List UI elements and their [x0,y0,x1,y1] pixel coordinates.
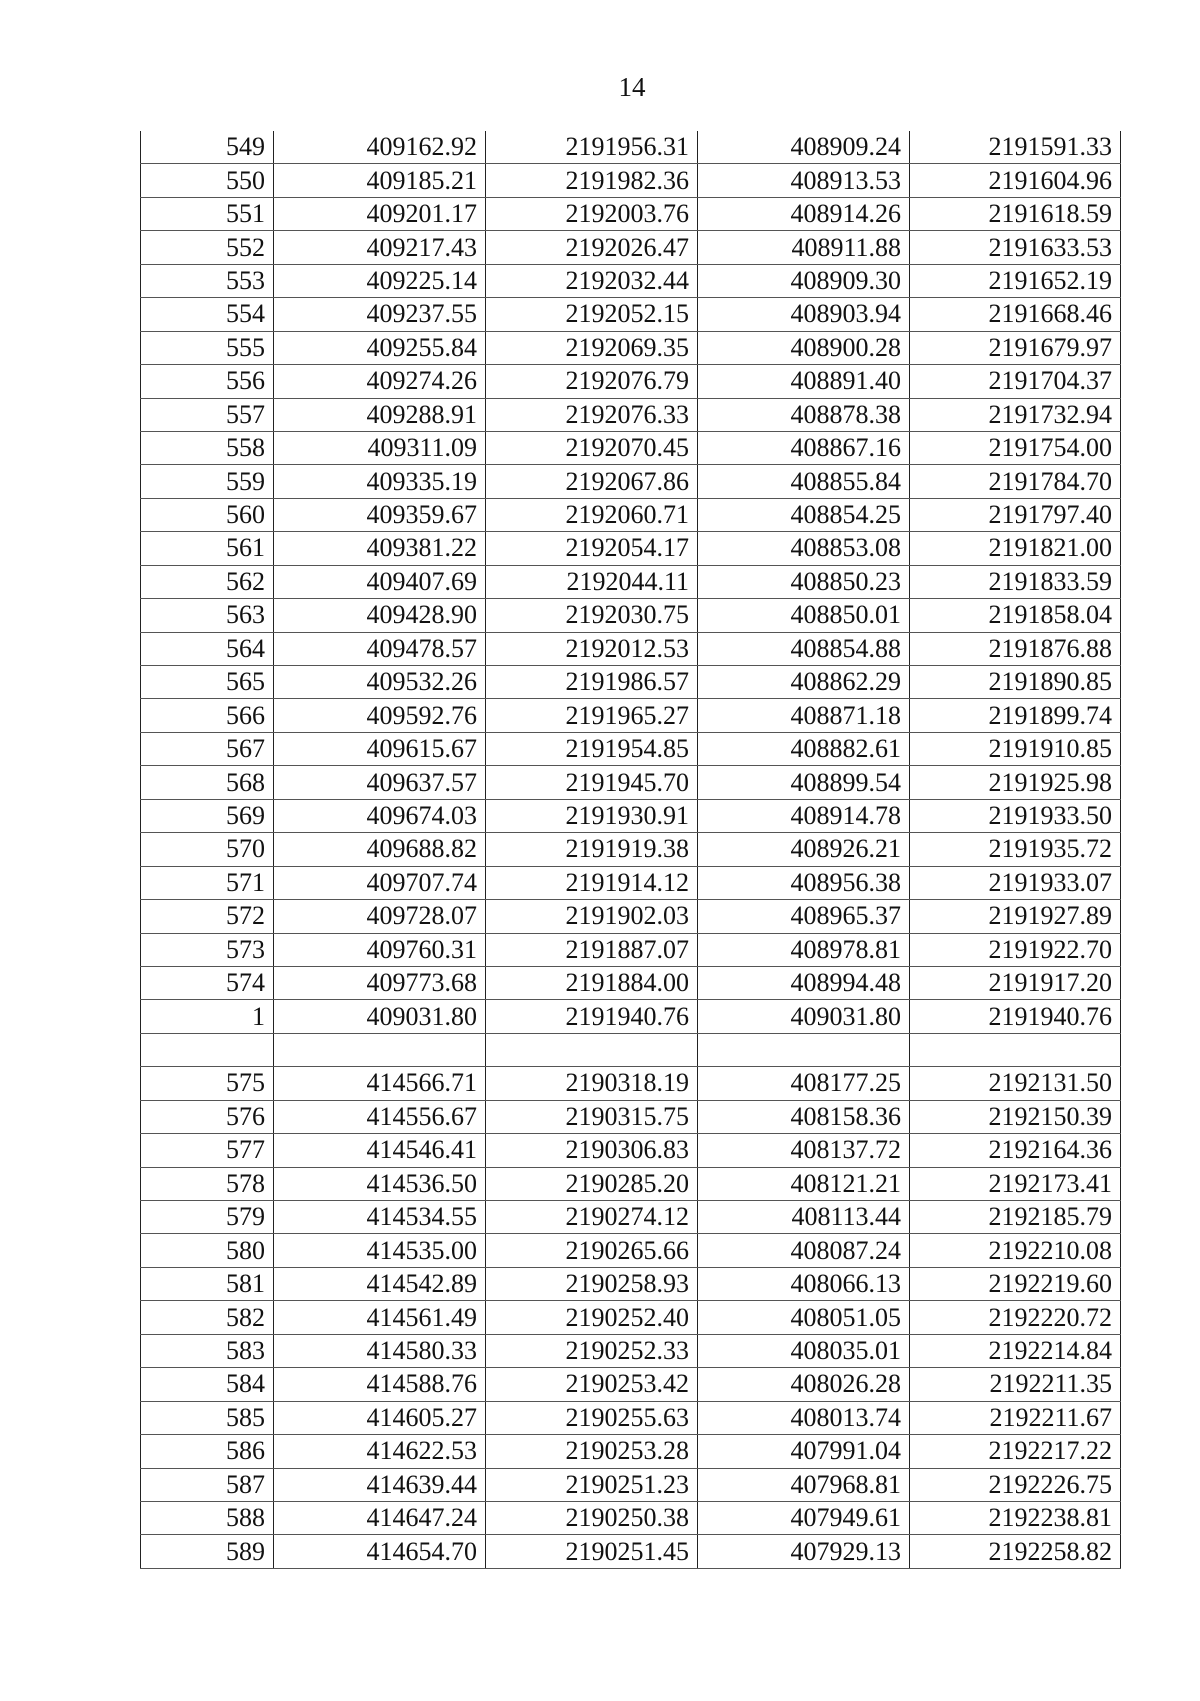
table-row [141,1201,1121,1234]
table-row [141,1267,1121,1300]
coord-y2-cell: 2191821.00 [910,532,1121,565]
coord-y-cell: 2190285.20 [486,1167,698,1200]
coord-y-cell: 2192044.11 [486,565,698,598]
coord-y-cell: 2190274.12 [486,1201,698,1234]
coord-x-cell: 409381.22 [274,532,486,565]
point-number-cell: 559 [141,465,274,498]
point-number-cell: 579 [141,1201,274,1234]
table-row [141,532,1121,565]
coord-y2-cell [910,1033,1121,1066]
coord-y-cell: 2192076.79 [486,365,698,398]
coord-x2-cell: 407991.04 [698,1435,910,1468]
coord-x2-cell [698,1033,910,1066]
coord-x-cell: 414647.24 [274,1501,486,1534]
coord-y2-cell: 2192211.67 [910,1401,1121,1434]
coord-x2-cell: 408137.72 [698,1134,910,1167]
coord-x-cell: 414546.41 [274,1134,486,1167]
coord-x2-cell: 408926.21 [698,833,910,866]
coord-x-cell: 409707.74 [274,866,486,899]
table-row [141,966,1121,999]
coord-y-cell: 2190251.23 [486,1468,698,1501]
point-number-cell: 557 [141,398,274,431]
coord-y-cell: 2190315.75 [486,1100,698,1133]
coord-y-cell: 2191902.03 [486,900,698,933]
table-row [141,1368,1121,1401]
coord-y-cell: 2192030.75 [486,599,698,632]
coord-x-cell [274,1033,486,1066]
table-row [141,131,1121,164]
coord-y-cell: 2191914.12 [486,866,698,899]
point-number-cell: 569 [141,799,274,832]
coord-y-cell: 2190265.66 [486,1234,698,1267]
coord-y2-cell: 2192220.72 [910,1301,1121,1334]
coord-y2-cell: 2191940.76 [910,1000,1121,1033]
coord-y2-cell: 2191922.70 [910,933,1121,966]
coord-x2-cell: 408911.88 [698,231,910,264]
point-number-cell: 566 [141,699,274,732]
coord-x-cell: 409288.91 [274,398,486,431]
coord-y-cell: 2191956.31 [486,131,698,164]
coord-x2-cell: 408862.29 [698,666,910,699]
point-number-cell: 1 [141,1000,274,1033]
point-number-cell: 571 [141,866,274,899]
coord-y2-cell: 2192210.08 [910,1234,1121,1267]
coord-y2-cell: 2191784.70 [910,465,1121,498]
coord-x2-cell: 408854.88 [698,632,910,665]
coord-y2-cell: 2192211.35 [910,1368,1121,1401]
coord-x2-cell: 408121.21 [698,1167,910,1200]
point-number-cell: 556 [141,365,274,398]
coord-y-cell: 2191887.07 [486,933,698,966]
table-row [141,1301,1121,1334]
coord-x-cell: 409274.26 [274,365,486,398]
point-number-cell: 585 [141,1401,274,1434]
coord-y2-cell: 2191732.94 [910,398,1121,431]
coordinate-table [140,131,1121,1569]
coord-x2-cell: 408177.25 [698,1067,910,1100]
coord-x-cell: 409478.57 [274,632,486,665]
coord-y-cell: 2191954.85 [486,732,698,765]
table-row [141,599,1121,632]
coord-x2-cell: 408914.26 [698,197,910,230]
point-number-cell: 582 [141,1301,274,1334]
table-row [141,732,1121,765]
coord-y2-cell: 2191754.00 [910,431,1121,464]
coord-y-cell: 2192012.53 [486,632,698,665]
table-row [141,331,1121,364]
point-number-cell: 560 [141,498,274,531]
coord-x2-cell: 408899.54 [698,766,910,799]
coord-x-cell: 409592.76 [274,699,486,732]
coord-y-cell [486,1033,698,1066]
coord-y-cell: 2192067.86 [486,465,698,498]
coord-y2-cell: 2191899.74 [910,699,1121,732]
coord-y-cell: 2190318.19 [486,1067,698,1100]
coord-y-cell: 2190306.83 [486,1134,698,1167]
coord-y-cell: 2192070.45 [486,431,698,464]
point-number-cell: 587 [141,1468,274,1501]
coord-x2-cell: 408913.53 [698,164,910,197]
coord-y-cell: 2190253.42 [486,1368,698,1401]
point-number-cell: 583 [141,1334,274,1367]
point-number-cell: 575 [141,1067,274,1100]
coord-x2-cell: 408855.84 [698,465,910,498]
coord-x-cell: 414622.53 [274,1435,486,1468]
coord-y2-cell: 2191591.33 [910,131,1121,164]
coord-x2-cell: 408026.28 [698,1368,910,1401]
coord-x-cell: 409201.17 [274,197,486,230]
point-number-cell: 561 [141,532,274,565]
coord-x2-cell: 407949.61 [698,1501,910,1534]
table-row [141,164,1121,197]
coord-y2-cell: 2191633.53 [910,231,1121,264]
table-row [141,398,1121,431]
point-number-cell: 574 [141,966,274,999]
coord-x-cell: 409311.09 [274,431,486,464]
coord-x2-cell: 409031.80 [698,1000,910,1033]
coord-y2-cell: 2191876.88 [910,632,1121,665]
table-row [141,1100,1121,1133]
coord-x2-cell: 408909.30 [698,264,910,297]
table-row [141,197,1121,230]
table-row [141,1000,1121,1033]
coord-y2-cell: 2192238.81 [910,1501,1121,1534]
coord-x2-cell: 408882.61 [698,732,910,765]
coord-y-cell: 2190253.28 [486,1435,698,1468]
table-row [141,431,1121,464]
coord-x-cell: 414654.70 [274,1535,486,1568]
coord-y-cell: 2192032.44 [486,264,698,297]
table-row [141,900,1121,933]
point-number-cell: 565 [141,666,274,699]
coord-x2-cell: 408994.48 [698,966,910,999]
coord-x-cell: 414580.33 [274,1334,486,1367]
coord-y2-cell: 2191917.20 [910,966,1121,999]
point-number-cell: 563 [141,599,274,632]
point-number-cell: 584 [141,1368,274,1401]
table-row [141,1033,1121,1066]
point-number-cell: 550 [141,164,274,197]
coord-y-cell: 2191884.00 [486,966,698,999]
point-number-cell: 551 [141,197,274,230]
coord-y2-cell: 2191910.85 [910,732,1121,765]
point-number-cell: 555 [141,331,274,364]
coord-x-cell: 409760.31 [274,933,486,966]
coord-y-cell: 2192003.76 [486,197,698,230]
coord-x2-cell: 408900.28 [698,331,910,364]
point-number-cell: 570 [141,833,274,866]
coord-y-cell: 2190252.40 [486,1301,698,1334]
coord-y-cell: 2191965.27 [486,699,698,732]
coord-y2-cell: 2191618.59 [910,197,1121,230]
coord-x-cell: 414605.27 [274,1401,486,1434]
coord-y-cell: 2192076.33 [486,398,698,431]
coord-x-cell: 409428.90 [274,599,486,632]
table-row [141,632,1121,665]
coord-x-cell: 409031.80 [274,1000,486,1033]
coord-x-cell: 409225.14 [274,264,486,297]
coord-x2-cell: 408158.36 [698,1100,910,1133]
coord-y2-cell: 2192226.75 [910,1468,1121,1501]
table-row [141,565,1121,598]
coord-x2-cell: 408854.25 [698,498,910,531]
coord-x-cell: 409162.92 [274,131,486,164]
coord-x2-cell: 407968.81 [698,1468,910,1501]
coord-y2-cell: 2191927.89 [910,900,1121,933]
table-row [141,465,1121,498]
point-number-cell: 564 [141,632,274,665]
coord-x2-cell: 408878.38 [698,398,910,431]
page-number: 14 [618,72,646,102]
coord-x2-cell: 408914.78 [698,799,910,832]
coord-x-cell: 409773.68 [274,966,486,999]
table-row [141,264,1121,297]
table-row [141,1167,1121,1200]
coord-x-cell: 414535.00 [274,1234,486,1267]
coord-y2-cell: 2191679.97 [910,331,1121,364]
coord-x-cell: 414566.71 [274,1067,486,1100]
coord-y-cell: 2192026.47 [486,231,698,264]
coord-x2-cell: 408013.74 [698,1401,910,1434]
coord-x-cell: 409728.07 [274,900,486,933]
coord-y-cell: 2190252.33 [486,1334,698,1367]
coord-x2-cell: 408035.01 [698,1334,910,1367]
coord-x2-cell: 408087.24 [698,1234,910,1267]
coord-y-cell: 2191940.76 [486,1000,698,1033]
point-number-cell: 586 [141,1435,274,1468]
coord-y2-cell: 2192217.22 [910,1435,1121,1468]
point-number-cell [141,1033,274,1066]
coord-y-cell: 2191986.57 [486,666,698,699]
point-number-cell: 567 [141,732,274,765]
table-row [141,1435,1121,1468]
coord-y-cell: 2190250.38 [486,1501,698,1534]
coord-y2-cell: 2191604.96 [910,164,1121,197]
point-number-cell: 589 [141,1535,274,1568]
coord-x-cell: 414561.49 [274,1301,486,1334]
point-number-cell: 554 [141,298,274,331]
coord-y2-cell: 2192131.50 [910,1067,1121,1100]
coord-y2-cell: 2191933.07 [910,866,1121,899]
coord-x-cell: 414588.76 [274,1368,486,1401]
coord-y-cell: 2190255.63 [486,1401,698,1434]
coord-x-cell: 409674.03 [274,799,486,832]
point-number-cell: 580 [141,1234,274,1267]
point-number-cell: 581 [141,1267,274,1300]
coord-y2-cell: 2191652.19 [910,264,1121,297]
coord-y2-cell: 2192185.79 [910,1201,1121,1234]
coord-y-cell: 2191919.38 [486,833,698,866]
coord-x2-cell: 407929.13 [698,1535,910,1568]
coord-y-cell: 2190251.45 [486,1535,698,1568]
coord-x2-cell: 408909.24 [698,131,910,164]
coord-y2-cell: 2191890.85 [910,666,1121,699]
table-row [141,833,1121,866]
point-number-cell: 553 [141,264,274,297]
coord-x2-cell: 408903.94 [698,298,910,331]
coord-x2-cell: 408867.16 [698,431,910,464]
coord-x-cell: 409615.67 [274,732,486,765]
coord-y-cell: 2192060.71 [486,498,698,531]
point-number-cell: 576 [141,1100,274,1133]
point-number-cell: 558 [141,431,274,464]
table-row [141,1234,1121,1267]
table-row [141,666,1121,699]
coord-y-cell: 2192069.35 [486,331,698,364]
table-row [141,231,1121,264]
table-row [141,1134,1121,1167]
coord-y-cell: 2190258.93 [486,1267,698,1300]
coord-x2-cell: 408956.38 [698,866,910,899]
table-row [141,498,1121,531]
coord-x2-cell: 408850.01 [698,599,910,632]
coord-y-cell: 2191945.70 [486,766,698,799]
coord-x-cell: 409359.67 [274,498,486,531]
point-number-cell: 588 [141,1501,274,1534]
coord-y2-cell: 2192150.39 [910,1100,1121,1133]
table-row [141,1468,1121,1501]
point-number-cell: 562 [141,565,274,598]
coord-x2-cell: 408978.81 [698,933,910,966]
coord-y2-cell: 2191797.40 [910,498,1121,531]
coord-y2-cell: 2192258.82 [910,1535,1121,1568]
table-row [141,1334,1121,1367]
coord-y-cell: 2192052.15 [486,298,698,331]
coord-x2-cell: 408891.40 [698,365,910,398]
coord-y2-cell: 2192173.41 [910,1167,1121,1200]
table-row [141,933,1121,966]
coord-y2-cell: 2191704.37 [910,365,1121,398]
coord-y2-cell: 2191833.59 [910,565,1121,598]
coord-x-cell: 409185.21 [274,164,486,197]
coord-x2-cell: 408051.05 [698,1301,910,1334]
coord-y2-cell: 2191933.50 [910,799,1121,832]
table-row [141,298,1121,331]
table-row [141,866,1121,899]
table-row [141,365,1121,398]
table-row [141,799,1121,832]
coord-y2-cell: 2192164.36 [910,1134,1121,1167]
table-row [141,1401,1121,1434]
coord-x2-cell: 408965.37 [698,900,910,933]
coord-x-cell: 409532.26 [274,666,486,699]
coord-x-cell: 409688.82 [274,833,486,866]
point-number-cell: 577 [141,1134,274,1167]
coord-x-cell: 409237.55 [274,298,486,331]
table-row [141,1067,1121,1100]
point-number-cell: 568 [141,766,274,799]
coord-y-cell: 2192054.17 [486,532,698,565]
coord-x2-cell: 408066.13 [698,1267,910,1300]
coord-x-cell: 409407.69 [274,565,486,598]
point-number-cell: 572 [141,900,274,933]
point-number-cell: 552 [141,231,274,264]
coord-x-cell: 409335.19 [274,465,486,498]
coord-y2-cell: 2191668.46 [910,298,1121,331]
table-row [141,699,1121,732]
coord-y2-cell: 2191858.04 [910,599,1121,632]
coord-y2-cell: 2192219.60 [910,1267,1121,1300]
coord-y-cell: 2191982.36 [486,164,698,197]
coord-x-cell: 414542.89 [274,1267,486,1300]
coord-x2-cell: 408850.23 [698,565,910,598]
coord-x-cell: 409217.43 [274,231,486,264]
coord-x-cell: 409255.84 [274,331,486,364]
coord-y2-cell: 2191935.72 [910,833,1121,866]
table-row [141,1501,1121,1534]
table-row [141,1535,1121,1568]
point-number-cell: 578 [141,1167,274,1200]
coord-y2-cell: 2192214.84 [910,1334,1121,1367]
coord-x2-cell: 408113.44 [698,1201,910,1234]
table-row [141,766,1121,799]
coord-x-cell: 409637.57 [274,766,486,799]
coord-x-cell: 414536.50 [274,1167,486,1200]
coord-x-cell: 414639.44 [274,1468,486,1501]
coord-x-cell: 414556.67 [274,1100,486,1133]
coord-x-cell: 414534.55 [274,1201,486,1234]
point-number-cell: 573 [141,933,274,966]
point-number-cell: 549 [141,131,274,164]
coord-x2-cell: 408871.18 [698,699,910,732]
coord-y-cell: 2191930.91 [486,799,698,832]
coord-x2-cell: 408853.08 [698,532,910,565]
coord-y2-cell: 2191925.98 [910,766,1121,799]
